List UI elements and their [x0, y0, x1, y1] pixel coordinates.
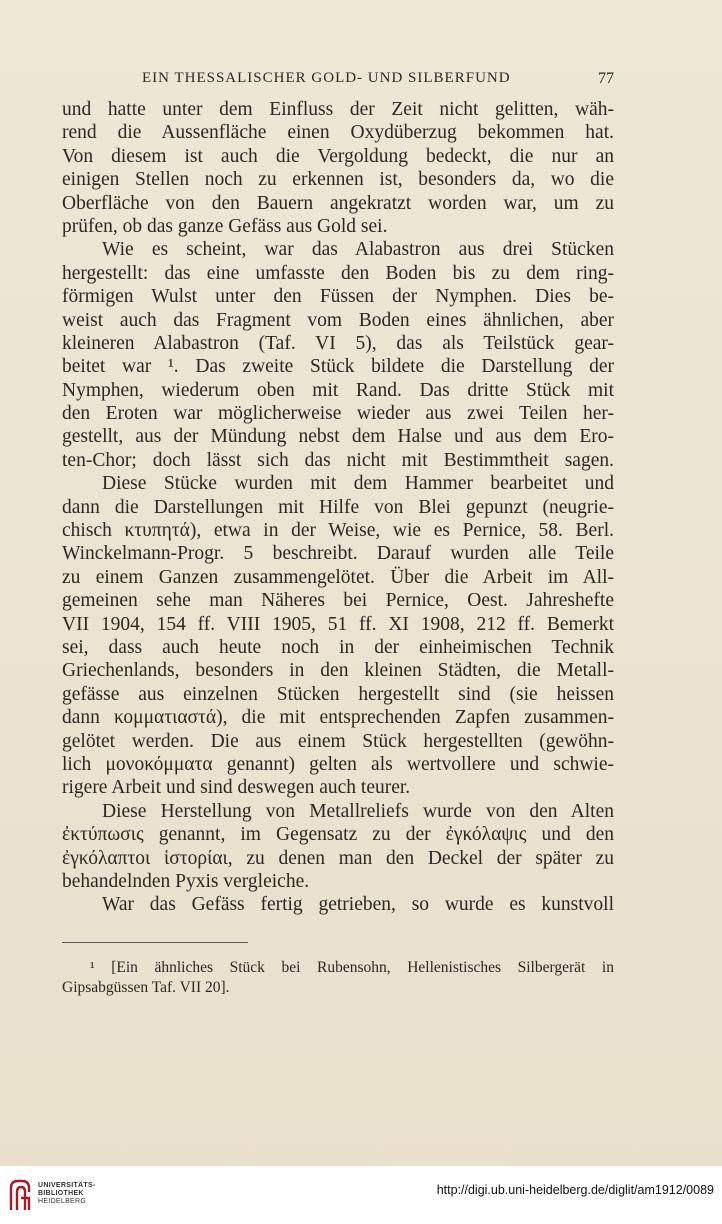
text-line: weist auch das Fragment vom Boden eines ähnlichen, aber	[62, 309, 614, 331]
text-line: Wie es scheint, war das Alabastron aus drei Stücken	[102, 239, 614, 261]
text-line: hergestellt: das eine umfasste den Boden bis zu dem ring-	[62, 262, 614, 284]
text-line: Oberfläche von den Bauern angekratzt worden war, um zu	[62, 192, 614, 214]
text-line: ἐκτύπωσις genannt, im Gegensatz zu der ἐγκόλαψις und den	[62, 824, 614, 846]
text-line: gelötet werden. Die aus einem Stück hergestellten (gewöhn-	[62, 730, 614, 752]
text-line: ἐγκόλαπτοι ἱστορίαι, zu denen man den Deckel der später zu	[62, 847, 614, 869]
text-line: War das Gefäss fertig getrieben, so wurde es kunstvoll	[102, 894, 614, 916]
text-line: gefässe aus einzelnen Stücken hergestellt sind (sie heissen	[62, 683, 614, 705]
footnote-divider	[62, 942, 248, 943]
text-line: den Eroten war möglicherweise wieder aus zwei Teilen her-	[62, 403, 614, 425]
page-number: 77	[598, 70, 614, 87]
text-line: ten-Chor; doch lässt sich das nicht mit Bestimmtheit sagen.	[62, 449, 614, 471]
text-line: dann die Darstellungen mit Hilfe von Blei gepunzt (neugrie-	[62, 496, 614, 518]
text-line: beitet war ¹. Das zweite Stück bildete die Darstellung der	[62, 356, 614, 378]
text-line: Nymphen, wiederum oben mit Rand. Das dritte Stück mit	[62, 379, 614, 401]
body-text	[62, 98, 614, 917]
library-name-line: UNIVERSITÄTS-	[38, 1182, 96, 1189]
text-line: prüfen, ob das ganze Gefäss aus Gold sei.	[62, 215, 388, 237]
footnote	[62, 958, 614, 998]
text-line: behandelnden Pyxis vergleiche.	[62, 870, 310, 892]
text-line: gestellt, aus der Mündung nebst dem Halse und aus dem Ero-	[62, 426, 614, 448]
text-line: einigen Stellen noch zu erkennen ist, besonders da, wo die	[62, 169, 614, 191]
library-name-line: HEIDELBERG	[38, 1198, 87, 1205]
library-logo-icon	[8, 1178, 32, 1212]
library-name-line: BIBLIOTHEK	[38, 1190, 84, 1197]
text-line: rigere Arbeit und sind deswegen auch teurer.	[62, 777, 411, 799]
text-line: gemeinen sehe man Näheres bei Pernice, Oest. Jahreshefte	[62, 590, 614, 612]
text-line: kleineren Alabastron (Taf. VI 5), das als Teilstück gear-	[62, 332, 614, 354]
text-line: und hatte unter dem Einfluss der Zeit nicht gelitten, wäh-	[62, 99, 614, 120]
footnote-line: ¹ [Ein ähnliches Stück bei Rubensohn, Hellenistisches Silbergerät in	[90, 959, 614, 976]
footnote-line: Gipsabgüssen Taf. VII 20].	[62, 979, 230, 996]
text-line: sei, dass auch heute noch in der einheimischen Technik	[62, 636, 614, 658]
text-line: Winckelmann-Progr. 5 beschreibt. Darauf wurden alle Teile	[62, 543, 614, 565]
text-line: rend die Aussenfläche einen Oxydüberzug bekommen hat.	[62, 122, 614, 144]
text-line: dann κομματιαστά), die mit entsprechenden Zapfen zusammen-	[62, 707, 614, 729]
text-line: chisch κτυπητά), etwa in der Weise, wie es Pernice, 58. Berl.	[62, 520, 614, 542]
digitization-footer	[0, 1166, 722, 1224]
text-line: Diese Herstellung von Metallreliefs wurde von den Alten	[102, 800, 614, 822]
text-line: förmigen Wulst unter den Füssen der Nymphen. Dies be-	[62, 286, 614, 308]
running-head	[60, 70, 620, 94]
text-line: Diese Stücke wurden mit dem Hammer bearbeitet und	[102, 473, 614, 495]
text-line: Von diesem ist auch die Vergoldung bedeckt, die nur an	[62, 145, 614, 167]
text-line: Griechenlands, besonders in den kleinen Städten, die Metall-	[62, 660, 614, 682]
text-line: lich μονοκόμματα genannt) gelten als wertvollere und schwie-	[62, 753, 614, 775]
source-url-link[interactable]: http://digi.ub.uni-heidelberg.de/diglit/am1912/0089	[436, 1183, 714, 1197]
library-name	[38, 1182, 96, 1206]
running-title: EIN THESSALISCHER GOLD- UND SILBERFUND	[142, 70, 511, 86]
text-line: VII 1904, 154 ff. VIII 1905, 51 ff. XI 1908, 212 ff. Bemerkt	[62, 613, 614, 635]
text-line: zu einem Ganzen zusammengelötet. Über die Arbeit im All-	[62, 566, 614, 588]
